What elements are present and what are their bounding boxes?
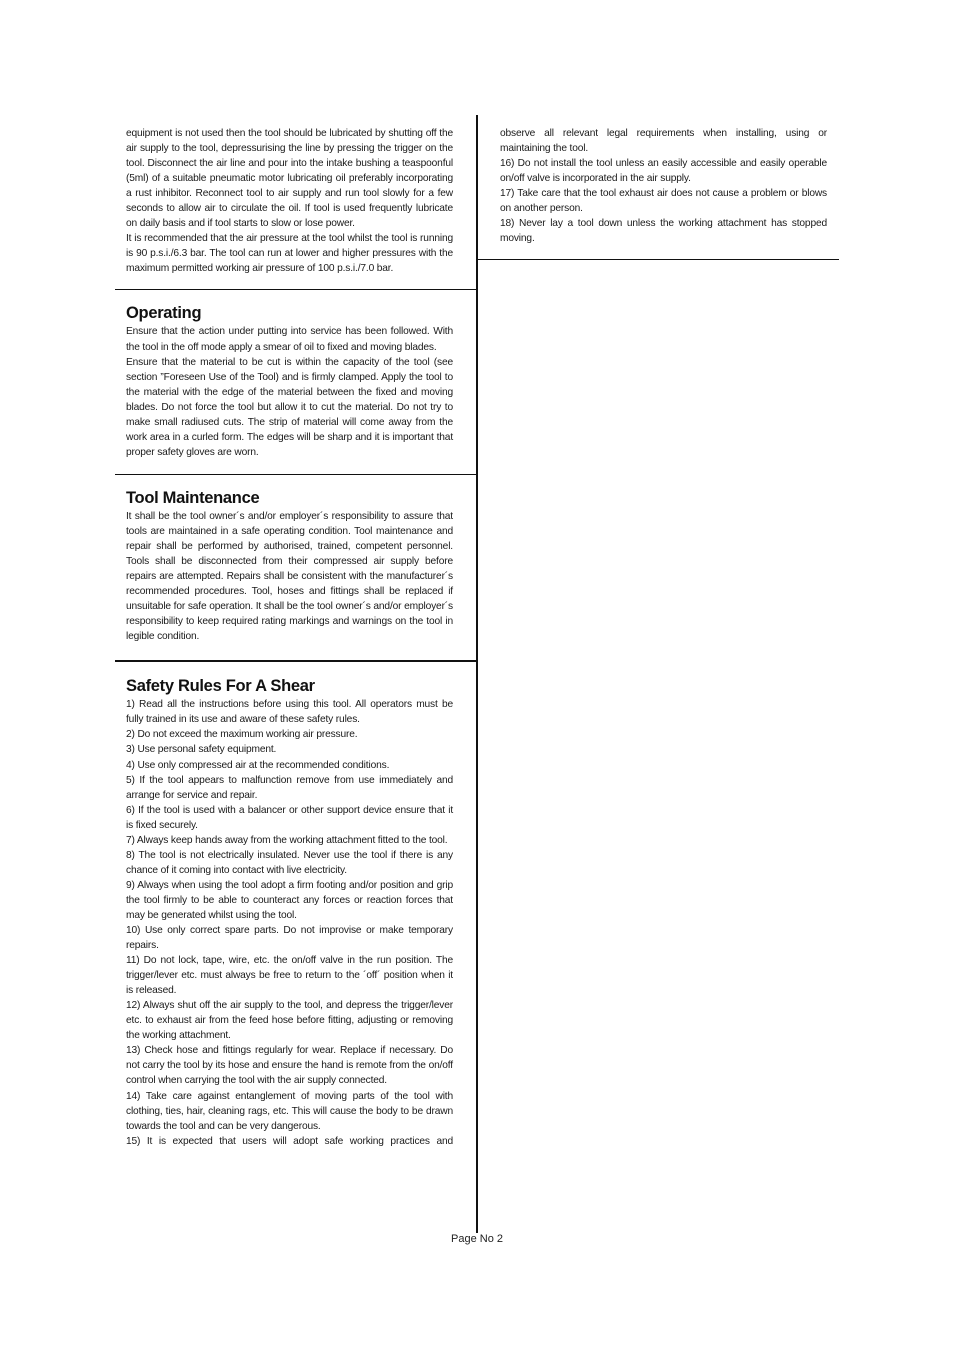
left-column — [115, 126, 476, 1149]
safety-rule: 5) If the tool appears to malfunction remove from use immediately and arrange for service and repair. — [126, 774, 453, 801]
column-divider — [476, 115, 478, 1233]
safety-rule: 10) Use only correct spare parts. Do not improvise or make temporary repairs. — [126, 925, 453, 952]
safety-rule: 1) Read all the instructions before using this tool. All operators must be fully trained in its use and aware of these safety rules. — [126, 699, 453, 726]
lubrication-paragraph-2: It is recommended that the air pressure at the tool whilst the tool is running is 90 p.s.i./6.3 bar. The tool can run at lower and higher pressures with the maximum permitted working air pressure of 100 p.s.i./7.0 bar. — [126, 233, 453, 275]
safety-rule: 18) Never lay a tool down unless the working attachment has stopped moving. — [500, 218, 827, 245]
safety-rule: 7) Always keep hands away from the working attachment fitted to the tool. — [126, 834, 448, 846]
safety-section — [115, 662, 476, 1148]
right-column — [478, 126, 839, 260]
safety-rule-continued: observe all relevant legal requirements when installing, using or maintaining the tool. — [500, 128, 827, 155]
operating-heading: Operating — [126, 304, 202, 323]
operating-paragraph-2: Ensure that the material to be cut is within the capacity of the tool (see section ”Foreseen Use of the Tool) and is firmly clamped. Apply the tool to the material with the edge of the material between the fixed and moving blades. Do not force the tool but allow it to cut the material. Do not try to make small radiused cuts. The strip of material will come away from the work area in a curled form. The edges will be sharp and it is important that proper safety gloves are worn. — [126, 356, 453, 458]
safety-rule: 14) Take care against entanglement of moving parts of the tool with clothing, ties, hair, cleaning rags, etc. This will cause the body to be drawn towards the tool and can be very dangerous. — [126, 1090, 453, 1132]
page-number: Page No 2 — [451, 1233, 503, 1245]
safety-rule: 16) Do not install the tool unless an easily accessible and easily operable on/off valve is incorporated in the air supply. — [500, 158, 827, 185]
safety-heading: Safety Rules For A Shear — [126, 677, 315, 696]
safety-rule: 11) Do not lock, tape, wire, etc. the on/off valve in the run position. The trigger/lever etc. must always be free to return to the ´off´ position when it is released. — [126, 955, 453, 997]
safety-rule: 4) Use only compressed air at the recommended conditions. — [126, 759, 390, 771]
safety-rule: 17) Take care that the tool exhaust air does not cause a problem or blows on another person. — [500, 188, 827, 215]
maintenance-heading: Tool Maintenance — [126, 488, 260, 507]
safety-rule: 6) If the tool is used with a balancer or other support device ensure that it is fixed securely. — [126, 804, 453, 831]
safety-rule: 3) Use personal safety equipment. — [126, 744, 277, 756]
section-divider — [478, 259, 839, 260]
lubrication-paragraph-1: equipment is not used then the tool should be lubricated by shutting off the air supply to the tool, depressurising the line by pressing the trigger on the tool. Disconnect the air line and pour into the intake bushing a teaspoonful (5ml) of a suitable pneumatic motor lubricating oil preferably incorporating a rust inhibitor. Reconnect tool to air supply and run tool slowly for a few seconds to allow air to circulate the oil. If tool is used frequently lubricate on daily basis and if tool starts to slow or lose power. — [126, 128, 453, 230]
maintenance-paragraph: It shall be the tool owner´s and/or employer´s responsibility to assure that tools are maintained in a safe operating condition. Tool maintenance and repair shall be performed by authorised, trained, competent personnel. Tools shall be disconnected from their compressed air supply before repairs are attempted. Repairs shall be consistent with the manufacturer´s recommended procedures. Tool, hoses and fittings shall be replaced if unsuitable for safe operation. It shall be the tool owner´s and/or employer´s responsibility to keep required rating markings and warnings on the tool in legible condition. — [126, 510, 453, 643]
lubrication-section — [115, 126, 476, 289]
safety-rule: 8) The tool is not electrically insulated. Never use the tool if there is any chance of it coming into contact with live electricity. — [126, 849, 453, 876]
safety-rule: 13) Check hose and fittings regularly for wear. Replace if necessary. Do not carry the tool by its hose and ensure the hand is remote from the on/off control when carrying the tool with the air supply connected. — [126, 1045, 453, 1087]
safety-rule: 15) It is expected that users will adopt safe working practices and — [126, 1135, 453, 1147]
continued-safety-section — [478, 126, 839, 259]
safety-rule: 9) Always when using the tool adopt a firm footing and/or position and grip the tool firmly to be able to counteract any forces or reaction forces that may be generated whilst using the tool. — [126, 879, 453, 921]
safety-rule: 12) Always shut off the air supply to the tool, and depress the trigger/lever etc. to exhaust air from the feed hose before fitting, adjusting or removing the working attachment. — [126, 1000, 453, 1042]
operating-section — [115, 290, 476, 473]
operating-paragraph-1: Ensure that the action under putting into service has been followed. With the tool in the off mode apply a smear of oil to fixed and moving blades. — [126, 326, 453, 353]
maintenance-section — [115, 475, 476, 660]
safety-rule: 2) Do not exceed the maximum working air pressure. — [126, 729, 358, 741]
